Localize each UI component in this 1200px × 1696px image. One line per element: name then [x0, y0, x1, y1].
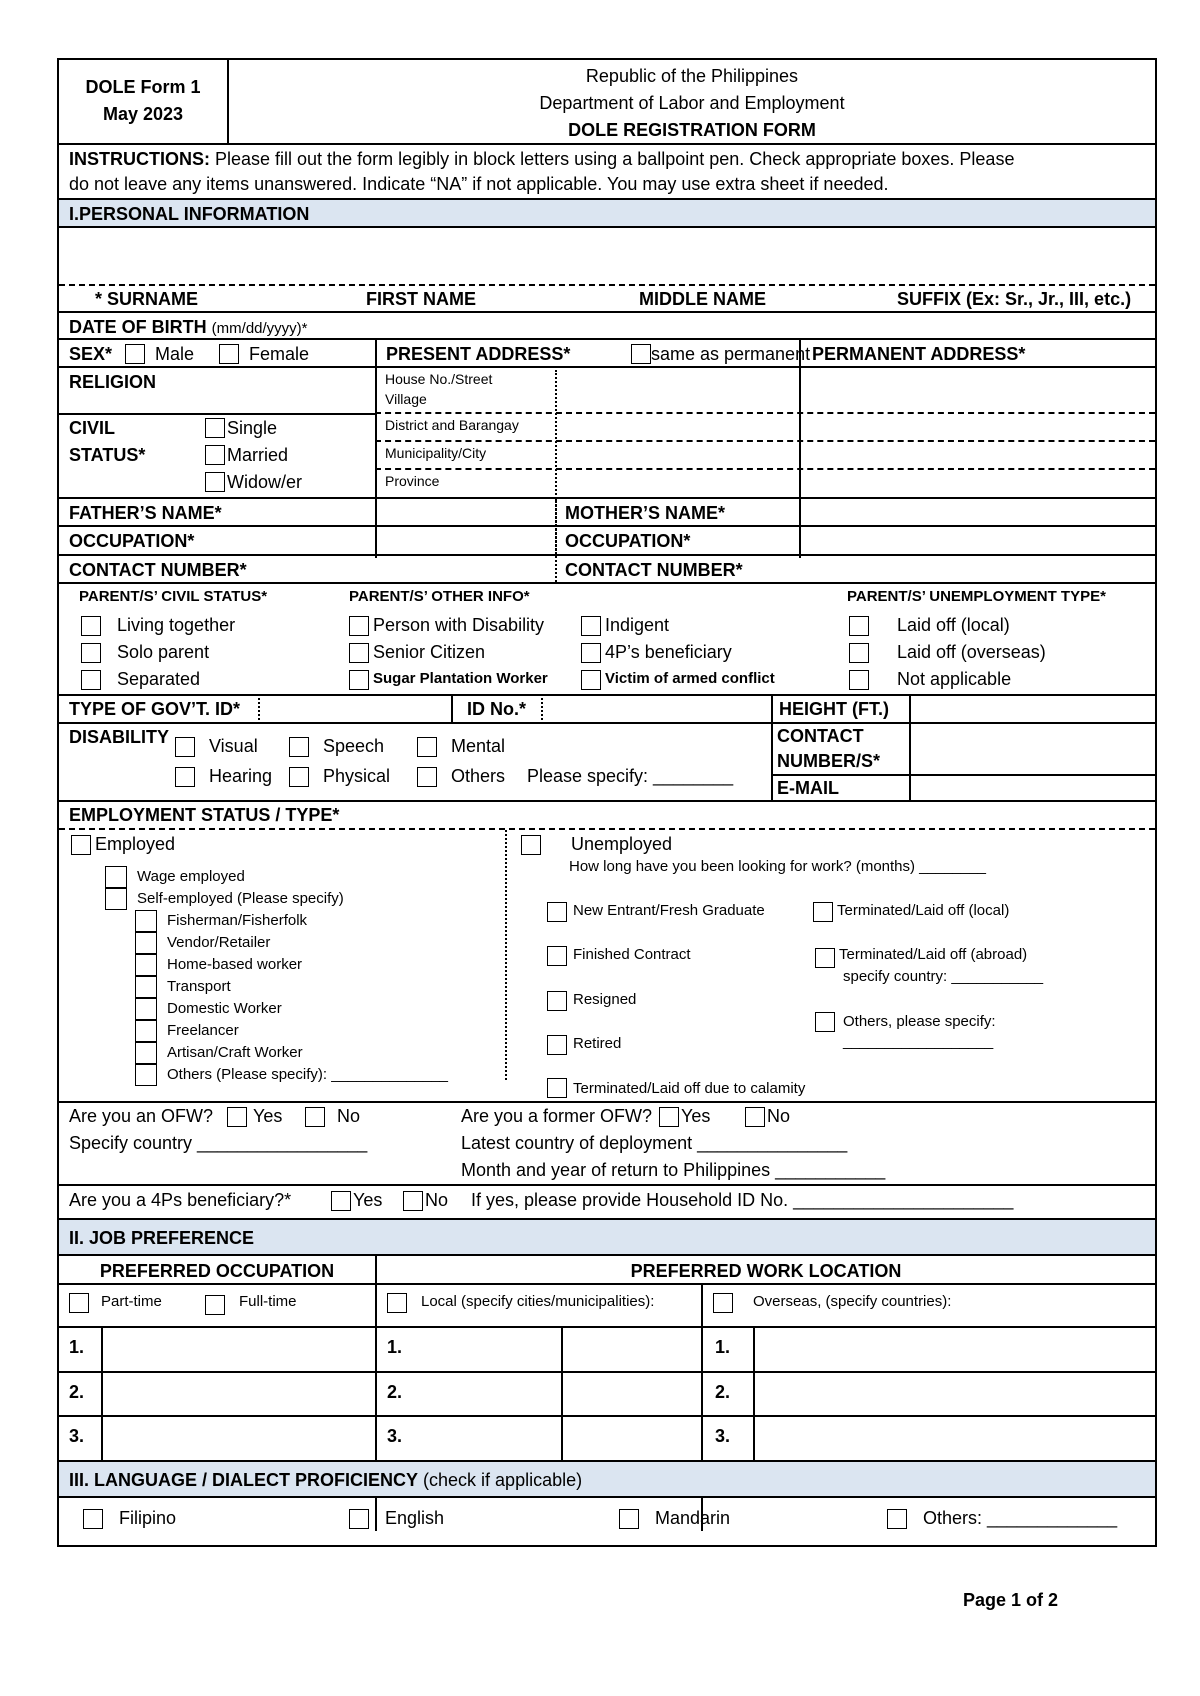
physical-checkbox[interactable]	[289, 767, 309, 787]
parent-unemp-option: Not applicable	[897, 669, 1012, 689]
calamity-checkbox[interactable]	[547, 1078, 567, 1098]
former-ofw-question: Are you a former OFW?	[461, 1106, 653, 1126]
department-line: Department of Labor and Employment	[539, 93, 845, 113]
father-occupation-label: OCCUPATION*	[69, 531, 195, 551]
local-label: Local (specify cities/municipalities):	[421, 1293, 655, 1310]
instructions-label: INSTRUCTIONS:	[69, 149, 210, 169]
speech-label: Speech	[323, 736, 385, 756]
how-long-label: How long have you been looking for work? (months) ________	[569, 858, 986, 875]
section-personal-info	[59, 200, 1155, 228]
mandarin-label: Mandarin	[655, 1508, 731, 1528]
email-label: E-MAIL	[777, 778, 839, 798]
self-option: Domestic Worker	[167, 1000, 282, 1017]
dob-label: DATE OF BIRTH	[69, 317, 207, 337]
parent-civil-option: Living together	[117, 615, 236, 635]
male-label: Male	[155, 344, 195, 364]
artisan-checkbox[interactable]	[135, 1042, 157, 1064]
4ps-question: Are you a 4Ps beneficiary?*	[69, 1190, 292, 1210]
senior-checkbox[interactable]	[349, 643, 369, 663]
employment-label: EMPLOYMENT STATUS / TYPE*	[69, 805, 340, 825]
instructions	[59, 145, 1155, 200]
overseas-num: 2.	[715, 1382, 731, 1402]
father-name-label: FATHER’S NAME*	[69, 503, 222, 523]
civil-label: CIVIL	[69, 418, 116, 438]
mother-name-label: MOTHER’S NAME*	[565, 503, 726, 523]
status-label: STATUS*	[69, 445, 146, 465]
contact-label-2: NUMBER/S*	[777, 751, 881, 771]
others-disability-label: Others	[451, 766, 506, 786]
ofw-yes-label: Yes	[253, 1106, 283, 1126]
local-checkbox[interactable]	[387, 1293, 407, 1313]
suffix-label: SUFFIX (Ex: Sr., Jr., III, etc.)	[897, 289, 1132, 309]
disability-specify: Please specify: ________	[527, 766, 734, 786]
indigent-checkbox[interactable]	[581, 616, 601, 636]
married-label: Married	[227, 445, 289, 465]
village-label: Village	[385, 391, 427, 407]
self-option: Home-based worker	[167, 956, 303, 973]
dob-format: (mm/dd/yyyy)*	[211, 320, 308, 337]
preferred-occupation-label: PREFERRED OCCUPATION	[99, 1261, 335, 1281]
single-label: Single	[227, 418, 278, 438]
self-option: Transport	[167, 978, 231, 995]
laid-off-local-checkbox[interactable]	[849, 616, 869, 636]
female-label: Female	[249, 344, 310, 364]
calamity-label: Terminated/Laid off due to calamity	[573, 1080, 806, 1097]
first-name-label: FIRST NAME	[366, 289, 476, 309]
visual-label: Visual	[209, 736, 258, 756]
unemployed-checkbox[interactable]	[521, 835, 541, 855]
full-time-checkbox[interactable]	[205, 1295, 225, 1315]
name-labels-row	[59, 286, 1155, 313]
sex-label: SEX*	[69, 344, 113, 364]
page-number: Page 1 of 2	[963, 1590, 1059, 1610]
finished-contract-checkbox[interactable]	[547, 946, 567, 966]
religion-label: RELIGION	[69, 372, 157, 392]
not-applicable-checkbox[interactable]	[849, 670, 869, 690]
occupation-num: 1.	[69, 1337, 85, 1357]
overseas-num: 1.	[715, 1337, 731, 1357]
new-entrant-checkbox[interactable]	[547, 902, 567, 922]
male-checkbox[interactable]	[125, 344, 145, 364]
overseas-num: 3.	[715, 1426, 731, 1446]
former-ofw-no-label: No	[767, 1106, 791, 1126]
instructions-line2: do not leave any items unanswered. Indicate “NA” if not applicable. You may use extra sheet if needed.	[69, 174, 889, 194]
unemployed-label: Unemployed	[571, 834, 673, 854]
middle-name-label: MIDDLE NAME	[639, 289, 766, 309]
self-option: Artisan/Craft Worker	[167, 1044, 303, 1061]
local-num: 3.	[387, 1426, 403, 1446]
retired-checkbox[interactable]	[547, 1035, 567, 1055]
form-title: DOLE REGISTRATION FORM	[568, 120, 816, 140]
part-time-label: Part-time	[101, 1293, 162, 1310]
filipino-label: Filipino	[119, 1508, 177, 1528]
registration-form	[57, 58, 1157, 1547]
disability-label: DISABILITY	[69, 727, 170, 747]
parent-info-option: Victim of armed conflict	[605, 670, 775, 687]
fisherman-checkbox[interactable]	[135, 910, 157, 932]
parent-info-option: Indigent	[605, 615, 670, 635]
wage-employed-checkbox[interactable]	[105, 866, 127, 888]
retired-label: Retired	[573, 1035, 622, 1052]
id-no-label: ID No.*	[467, 699, 527, 719]
ofw-question: Are you an OFW?	[69, 1106, 214, 1126]
english-label: English	[385, 1508, 445, 1528]
widow-checkbox[interactable]	[205, 472, 225, 492]
living-together-checkbox[interactable]	[81, 616, 101, 636]
former-ofw-yes-label: Yes	[681, 1106, 711, 1126]
section-title: III. LANGUAGE / DIALECT PROFICIENCY	[69, 1470, 419, 1490]
house-no-label: House No./Street	[385, 371, 493, 387]
others-unemp-checkbox[interactable]	[815, 1012, 835, 1032]
speech-checkbox[interactable]	[289, 737, 309, 757]
section-title: II. JOB PREFERENCE	[69, 1228, 255, 1248]
language-note: (check if applicable)	[423, 1470, 583, 1490]
visual-checkbox[interactable]	[175, 737, 195, 757]
height-label: HEIGHT (FT.)	[779, 699, 889, 719]
transport-checkbox[interactable]	[135, 976, 157, 998]
latest-country-label: Latest country of deployment _______________	[461, 1133, 848, 1153]
4ps-no-checkbox[interactable]	[403, 1191, 423, 1211]
resigned-label: Resigned	[573, 991, 637, 1008]
mother-contact-label: CONTACT NUMBER*	[565, 560, 743, 580]
parent-civil-option: Separated	[117, 669, 201, 689]
others-unemp-label: Others, please specify:	[843, 1013, 996, 1030]
english-checkbox[interactable]	[349, 1509, 369, 1529]
occupation-num: 3.	[69, 1426, 85, 1446]
others-language-checkbox[interactable]	[887, 1509, 907, 1529]
ofw-yes-checkbox[interactable]	[227, 1107, 247, 1127]
parent-unemp-option: Laid off (overseas)	[897, 642, 1046, 662]
others-unemp-blank: __________________	[843, 1033, 994, 1050]
overseas-label: Overseas, (specify countries):	[753, 1293, 952, 1310]
section-job-preference	[59, 1220, 1155, 1256]
solo-parent-checkbox[interactable]	[81, 643, 101, 663]
4ps-no-label: No	[425, 1190, 449, 1210]
occupation-num: 2.	[69, 1382, 85, 1402]
pwd-checkbox[interactable]	[349, 616, 369, 636]
home-based-checkbox[interactable]	[135, 954, 157, 976]
local-num: 2.	[387, 1382, 403, 1402]
local-num: 1.	[387, 1337, 403, 1357]
new-entrant-label: New Entrant/Fresh Graduate	[573, 902, 765, 919]
self-employed-label: Self-employed (Please specify)	[137, 890, 344, 907]
former-ofw-no-checkbox[interactable]	[745, 1107, 765, 1127]
sugar-worker-checkbox[interactable]	[349, 670, 369, 690]
parent-civil-option: Solo parent	[117, 642, 210, 662]
physical-label: Physical	[323, 766, 391, 786]
mother-occupation-label: OCCUPATION*	[565, 531, 691, 551]
armed-conflict-checkbox[interactable]	[581, 670, 601, 690]
term-abroad-checkbox[interactable]	[815, 948, 835, 968]
mandarin-checkbox[interactable]	[619, 1509, 639, 1529]
self-employed-checkbox[interactable]	[105, 888, 127, 910]
section-language	[59, 1462, 1155, 1498]
month-year-return-label: Month and year of return to Philippines ___________	[461, 1160, 886, 1180]
specify-country-label: specify country: ___________	[843, 968, 1044, 985]
sex-address-row	[59, 340, 1155, 368]
parent-info-option: Sugar Plantation Worker	[373, 670, 548, 687]
mental-checkbox[interactable]	[417, 737, 437, 757]
others-self-checkbox[interactable]	[135, 1064, 157, 1086]
parent-unemployment-label: PARENT/S’ UNEMPLOYMENT TYPE*	[847, 588, 1106, 605]
4ps-yes-label: Yes	[353, 1190, 383, 1210]
ofw-specify-country: Specify country _________________	[69, 1133, 368, 1153]
others-disability-checkbox[interactable]	[417, 767, 437, 787]
parent-other-info-label: PARENT/S’ OTHER INFO*	[349, 588, 530, 605]
others-language-label: Others: _____________	[923, 1508, 1118, 1528]
same-as-permanent-label: same as permanent	[651, 344, 811, 364]
permanent-address-label: PERMANENT ADDRESS*	[812, 344, 1026, 364]
domestic-checkbox[interactable]	[135, 998, 157, 1020]
parent-unemp-option: Laid off (local)	[897, 615, 1010, 635]
self-option: Fisherman/Fisherfolk	[167, 912, 308, 929]
term-abroad-label: Terminated/Laid off (abroad)	[839, 946, 1028, 963]
employed-checkbox[interactable]	[71, 835, 91, 855]
present-address-label: PRESENT ADDRESS*	[386, 344, 571, 364]
mental-label: Mental	[451, 736, 506, 756]
dob-row[interactable]	[59, 313, 1155, 340]
form-date: May 2023	[102, 104, 184, 124]
part-time-checkbox[interactable]	[69, 1293, 89, 1313]
father-contact-label: CONTACT NUMBER*	[69, 560, 247, 580]
instructions-line1: Please fill out the form legibly in block letters using a ballpoint pen. Check appropriate boxes. Please	[210, 149, 1015, 169]
employed-label: Employed	[95, 834, 176, 854]
ofw-no-label: No	[337, 1106, 361, 1126]
self-option: Others (Please specify): ______________	[167, 1066, 449, 1083]
single-checkbox[interactable]	[205, 418, 225, 438]
household-id-label: If yes, please provide Household ID No. ______________________	[471, 1190, 1014, 1210]
female-checkbox[interactable]	[219, 344, 239, 364]
section-title: I.PERSONAL INFORMATION	[69, 204, 310, 224]
contact-label-1: CONTACT	[777, 726, 864, 746]
province-label: Province	[385, 473, 440, 489]
wage-employed-label: Wage employed	[137, 868, 245, 885]
gov-id-label: TYPE OF GOV’T. ID*	[69, 699, 241, 719]
laid-off-overseas-checkbox[interactable]	[849, 643, 869, 663]
republic-line: Republic of the Philippines	[585, 66, 799, 86]
widow-label: Widow/er	[227, 472, 303, 492]
full-time-label: Full-time	[239, 1293, 297, 1310]
4ps-checkbox[interactable]	[581, 643, 601, 663]
parent-civil-status-label: PARENT/S’ CIVIL STATUS*	[79, 588, 268, 605]
married-checkbox[interactable]	[205, 445, 225, 465]
parent-info-option: Senior Citizen	[373, 642, 486, 662]
separated-checkbox[interactable]	[81, 670, 101, 690]
resigned-checkbox[interactable]	[547, 991, 567, 1011]
parent-info-option: Person with Disability	[373, 615, 545, 635]
form-header	[59, 60, 1155, 145]
overseas-checkbox[interactable]	[713, 1293, 733, 1313]
same-as-permanent-checkbox[interactable]	[631, 344, 651, 364]
parent-info-option: 4P’s beneficiary	[605, 642, 732, 662]
surname-label: * SURNAME	[95, 289, 199, 309]
name-input-row[interactable]	[59, 228, 1155, 286]
hearing-label: Hearing	[209, 766, 273, 786]
former-ofw-yes-checkbox[interactable]	[659, 1107, 679, 1127]
term-local-label: Terminated/Laid off (local)	[837, 902, 1010, 919]
form-number: DOLE Form 1	[85, 77, 201, 97]
freelancer-checkbox[interactable]	[135, 1020, 157, 1042]
vendor-checkbox[interactable]	[135, 932, 157, 954]
4ps-yes-checkbox[interactable]	[331, 1191, 351, 1211]
self-option: Freelancer	[167, 1022, 239, 1039]
term-local-checkbox[interactable]	[813, 902, 833, 922]
self-option: Vendor/Retailer	[167, 934, 271, 951]
filipino-checkbox[interactable]	[83, 1509, 103, 1529]
hearing-checkbox[interactable]	[175, 767, 195, 787]
preferred-location-label: PREFERRED WORK LOCATION	[630, 1261, 902, 1281]
municipality-label: Municipality/City	[385, 445, 487, 461]
finished-contract-label: Finished Contract	[573, 946, 691, 963]
district-label: District and Barangay	[385, 417, 519, 433]
ofw-no-checkbox[interactable]	[305, 1107, 325, 1127]
